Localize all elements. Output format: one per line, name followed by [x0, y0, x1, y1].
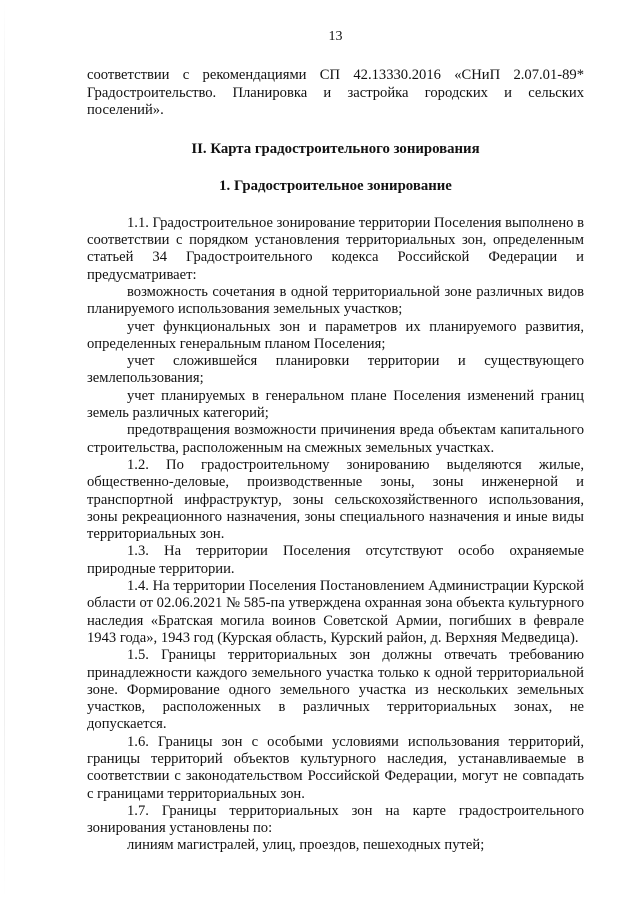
clause-1-1: 1.1. Градостроительное зонирование территории Поселения выполнено в соответствии с порядком установления территориальных зон, определенным статьей 34 Градостроительного кодекса Российской Федерации и предусматривает: — [87, 214, 584, 283]
clause-1-1-item-2: учет функциональных зон и параметров их планируемого развития, определенных генеральным планом Поселения; — [87, 318, 584, 352]
clause-1-1-item-1: возможность сочетания в одной территориальной зоне различных видов планируемого использования земельных участков; — [87, 283, 584, 318]
intro-paragraph: соответствии с рекомендациями СП 42.13330.2016 «СНиП 2.07.01-89* Градостроительство. Планировка и застройка городских и сельских поселений». — [87, 67, 584, 118]
clause-1-7-item-1: линиям магистралей, улиц, проездов, пешеходных путей; — [127, 837, 485, 854]
section-heading: II. Карта градостроительного зонирования — [191, 141, 480, 158]
clause-1-3: 1.3. На территории Поселения отсутствуют особо охраняемые природные территории. — [87, 543, 584, 577]
clause-1-4: 1.4. На территории Поселения Постановлением Администрации Курской области от 02.06.2021 № 585-па утверждена охранная зона объекта культурного наследия «Братская могила воинов Советской Армии, погибших в феврале 1943 года», 1943 год (Курская область, Курский район, д. Верхняя Медведица). — [87, 578, 584, 646]
clause-1-2: 1.2. По градостроительному зонированию выделяются жилые, общественно-деловые, производственные зоны, зоны инженерной и транспортной инфраструктур, зоны сельскохозяйственного использования, зоны рекреационного назначения, зоны специального назначения и иные виды территориальных зон. — [87, 456, 584, 543]
clause-1-5: 1.5. Границы территориальных зон должны отвечать требованию принадлежности каждого земельного участка только к одной территориальной зоне. Формирование одного земельного участка из нескольких земельных участков, расположенных в различных территориальных зонах, не допускается. — [87, 647, 584, 733]
page-number: 13 — [328, 29, 343, 44]
clause-1-1-item-4: учет планируемых в генеральном плане Поселения изменений границ земель различных категорий; — [87, 387, 584, 422]
clause-1-7: 1.7. Границы территориальных зон на карте градостроительного зонирования установлены по: — [87, 802, 584, 837]
subsection-heading: 1. Градостроительное зонирование — [219, 178, 452, 195]
clause-1-1-item-3: учет сложившейся планировки территории и существующего землепользования; — [87, 353, 584, 387]
clause-1-6: 1.6. Границы зон с особыми условиями использования территорий, границы территорий объектов культурного наследия, устанавливаемые в соответствии с законодательством Российской Федерации, могут не совпадать с границами территориальных зон. — [87, 733, 584, 802]
clause-1-1-item-5: предотвращения возможности причинения вреда объектам капитального строительства, расположенным на смежных земельных участках. — [87, 422, 584, 456]
